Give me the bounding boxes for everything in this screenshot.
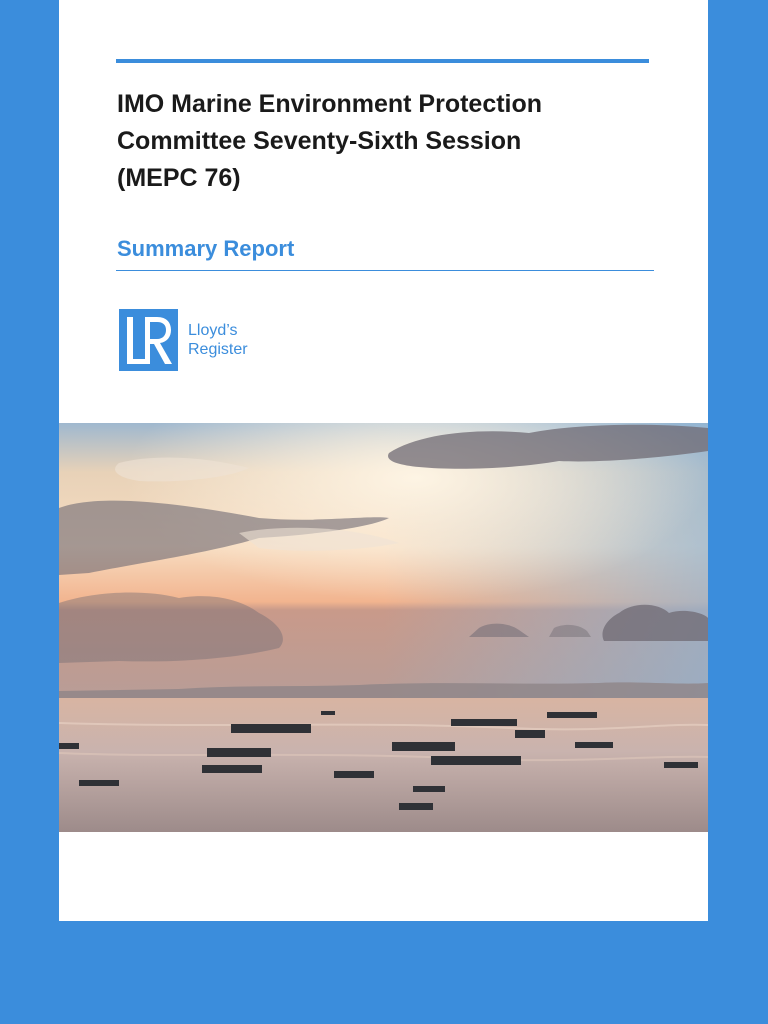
report-title: IMO Marine Environment Protection Committee Seventy-Sixth Session (MEPC 76): [117, 90, 543, 192]
sunset-sea-ships-image: [59, 423, 708, 832]
top-divider: [116, 59, 649, 63]
report-cover: [59, 0, 708, 921]
logo-line-2: Register: [188, 341, 248, 358]
logo-line-1: Lloyd’s: [188, 322, 238, 339]
cover-photo: [59, 423, 708, 832]
logo-wordmark: [188, 321, 248, 359]
subtitle-divider: [116, 270, 654, 271]
report-subtitle: Summary Report: [117, 236, 295, 261]
lloyds-register-logo: [119, 309, 248, 371]
lr-monogram-icon: [119, 309, 178, 371]
